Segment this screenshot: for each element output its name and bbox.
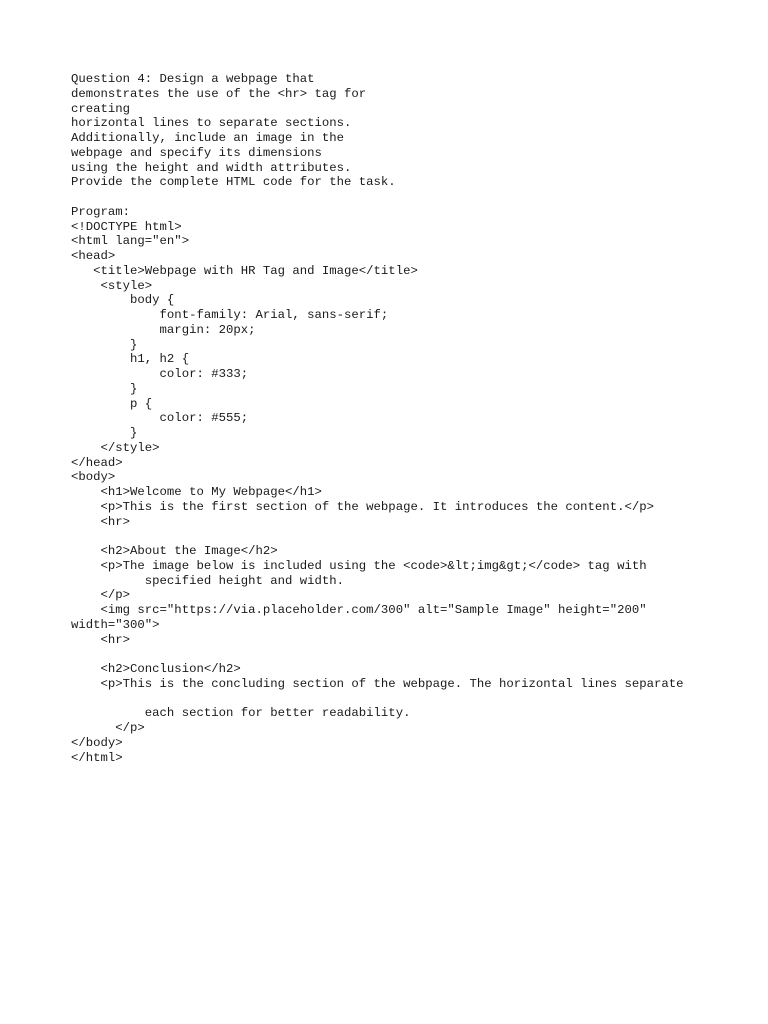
code-line: <p>The image below is included using the <code>&lt;img&gt;</code> tag with [71,558,647,573]
code-line: specified height and width. [71,573,345,588]
blank-line [71,692,761,707]
code-line: </html> [71,750,123,765]
blank-line [71,190,761,205]
code-line: <head> [71,249,116,263]
code-line: p { [71,396,153,411]
code-line: each section for better readability. [71,706,411,721]
blank-line [71,647,761,662]
code-line: color: #333; [71,367,249,381]
code-line: h1, h2 { [71,352,190,367]
code-line: </style> [71,440,160,455]
code-line: </body> [71,735,123,750]
code-line: margin: 20px; [71,322,256,337]
code-line: <img src="https://via.placeholder.com/300" alt="Sample Image" height="200" [71,603,647,617]
question-line: horizontal lines to separate sections. [71,116,352,131]
code-line: } [71,381,138,396]
question-line: demonstrates the use of the <hr> tag for [71,86,367,101]
question-line: Question 4: Design a webpage that [71,72,315,86]
code-line: </p> [71,721,145,735]
code-line: } [71,426,138,440]
blank-line [71,529,761,544]
question-line: webpage and specify its dimensions [71,145,322,160]
code-line: font-family: Arial, sans-serif; [71,308,389,322]
code-line: <!DOCTYPE html> [71,219,182,234]
code-line: } [71,337,138,352]
code-line: <h2>About the Image</h2> [71,544,278,558]
code-line: </p> [71,588,131,603]
code-line: <style> [71,278,153,293]
code-line: </head> [71,455,123,470]
question-line: using the height and width attributes. [71,160,352,175]
code-line: <title>Webpage with HR Tag and Image</title> [71,263,418,278]
question-line: Additionally, include an image in the [71,131,345,145]
question-line: creating [71,101,131,116]
code-line: <p>This is the first section of the webpage. It introduces the content.</p> [71,499,654,514]
code-line: <h2>Conclusion</h2> [71,662,241,676]
code-line: <h1>Welcome to My Webpage</h1> [71,485,322,499]
code-line: body { [71,293,175,308]
code-line: <p>This is the concluding section of the webpage. The horizontal lines separate [71,676,684,691]
code-line: <html lang="en"> [71,234,190,249]
code-line: <hr> [71,514,131,529]
code-line: width="300"> [71,617,160,632]
code-line: color: #555; [71,411,249,426]
document-text [71,72,761,765]
code-line: <body> [71,470,116,485]
program-heading: Program: [71,204,131,219]
question-line: Provide the complete HTML code for the task. [71,175,396,190]
code-line: <hr> [71,632,131,647]
